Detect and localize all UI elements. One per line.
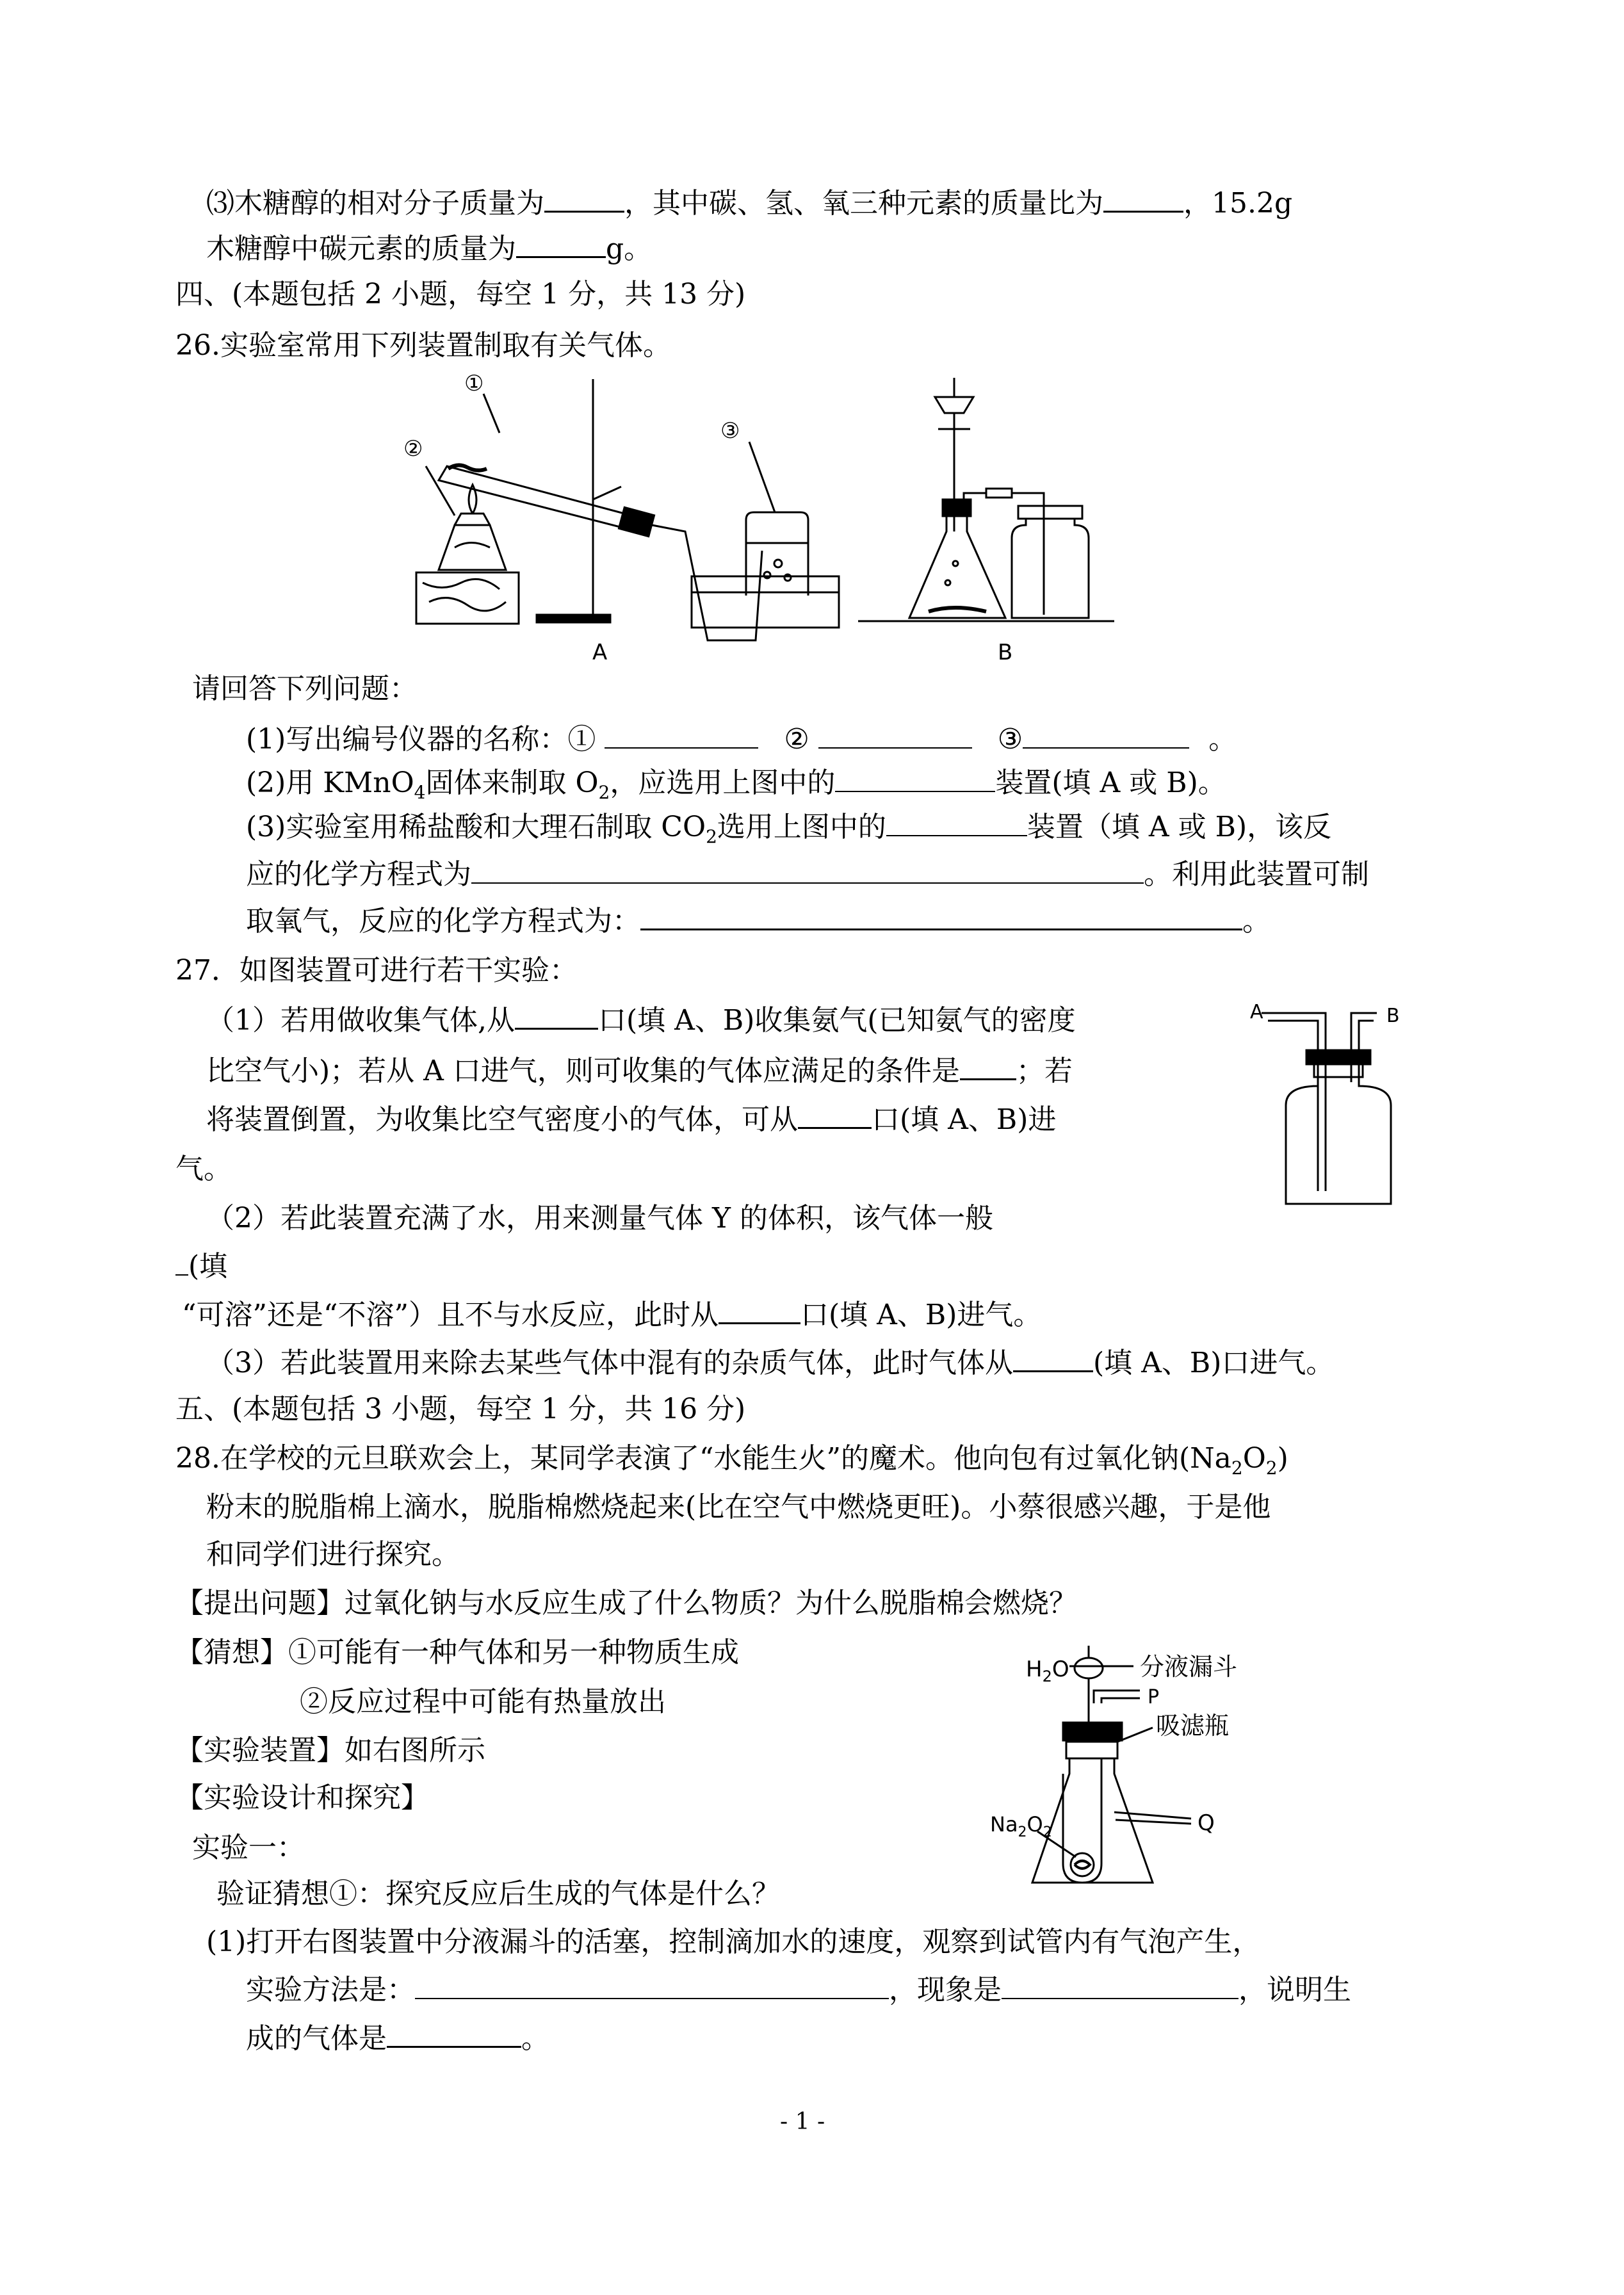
port-label-a: A	[1250, 1001, 1263, 1023]
answer-blank[interactable]	[605, 722, 758, 749]
q25-part3-line1: ⑶木糖醇的相对分子质量为 ，其中碳、氢、氧三种元素的质量比为 ，15.2g	[206, 185, 1292, 222]
answer-blank[interactable]	[387, 2020, 521, 2048]
q28-line3: 和同学们进行探究。	[206, 1538, 460, 1571]
port-label-p: P	[1148, 1686, 1160, 1708]
answer-blank[interactable]	[175, 1249, 188, 1276]
answer-blank[interactable]	[1013, 1345, 1093, 1372]
label-mark-3: ③	[720, 418, 740, 444]
na2o2-label: $Na_2O_2$	[990, 1812, 1052, 1840]
answer-blank[interactable]	[544, 185, 624, 213]
q27-part2-line2: (填	[175, 1249, 227, 1285]
q28-step1-line2: 实验方法是： ，现象是 ，说明生	[246, 1974, 1351, 2006]
q28-verify: 验证猜想①：探究反应后生成的气体是什么？	[216, 1877, 780, 1910]
q28-guess-1: 【猜想】①可能有一种气体和另一种物质生成	[175, 1636, 739, 1669]
label-mark-2: ②	[403, 436, 423, 462]
section-5-heading: 五、(本题包括 3 小题，每空 1 分，共 16 分)	[175, 1393, 746, 1425]
apparatus-figure-b	[858, 365, 1127, 666]
q27-stem: 27．如图装置可进行若干实验：	[175, 954, 578, 987]
q26-stem: 26.实验室常用下列装置制取有关气体。	[175, 329, 671, 362]
answer-blank[interactable]	[1023, 722, 1189, 749]
q26-part2: (2)用 KMnO$_4$固体来制取 $O_2$，应选用上图中的 装置(填 A 或 B)。	[246, 766, 1226, 803]
apparatus-figure-a	[403, 371, 865, 666]
answer-blank[interactable]	[471, 857, 1144, 884]
answer-blank[interactable]	[1002, 1972, 1238, 1999]
gas-bottle-figure	[1249, 999, 1441, 1229]
answer-blank[interactable]	[818, 722, 972, 749]
answer-blank[interactable]	[515, 1002, 598, 1030]
q27-part3: （3）若此装置用来除去某些气体中混有的杂质气体，此时气体从 (填 A、B)口进气。	[206, 1345, 1334, 1381]
figure-label-a: A	[592, 640, 608, 665]
q27-part1-line2: 比空气小)；若从 A 口进气，则可收集的气体应满足的条件是 ；若	[206, 1053, 1073, 1089]
q27-part1-line3: 将装置倒置，为收集比空气密度小的气体，可从 口(填 A、B)进	[206, 1101, 1056, 1138]
label-mark-1: ①	[464, 371, 484, 396]
q26-part3-line1: (3)实验室用稀盐酸和大理石制取 $CO_2$选用上图中的 装置（填 A 或 B)，该反	[246, 811, 1332, 847]
answer-blank[interactable]	[516, 231, 606, 258]
q27-part1-line4: 气。	[175, 1153, 232, 1185]
port-label-b: B	[1386, 1005, 1400, 1027]
q26-part3-line3: 取氧气，反应的化学方程式为： 。	[246, 903, 1271, 939]
funnel-label: 分液漏斗	[1140, 1653, 1238, 1681]
q25-part3-line2: 木糖醇中碳元素的质量为 g。	[206, 231, 652, 267]
answer-blank[interactable]	[886, 809, 1027, 836]
q28-step1-line3: 成的气体是 。	[246, 2020, 549, 2057]
h2o-label: $H_2O$	[1026, 1657, 1069, 1685]
q28-guess-2: ②反应过程中可能有热量放出	[300, 1685, 666, 1718]
answer-blank[interactable]	[719, 1297, 800, 1324]
q28-step1-line1: (1)打开右图装置中分液漏斗的活塞，控制滴加水的速度，观察到试管内有气泡产生，	[206, 1926, 1261, 1958]
answer-blank[interactable]	[640, 903, 1242, 930]
flask-label: 吸滤瓶	[1156, 1712, 1230, 1740]
q27-part2-line3: “可溶”还是“不溶”）且不与水反应，此时从 口(填 A、B)进气。	[182, 1297, 1041, 1333]
q26-part1: (1)写出编号仪器的名称：① ② ③ 。	[246, 723, 1237, 756]
port-label-q: Q	[1198, 1810, 1215, 1836]
q28-design: 【实验设计和探究】	[175, 1781, 429, 1814]
q28-line2: 粉末的脱脂棉上滴水，脱脂棉燃烧起来(比在空气中燃烧更旺)。小蔡很感兴趣，于是他	[206, 1491, 1271, 1523]
q28-line1: 28.在学校的元旦联欢会上，某同学表演了“水能生火”的魔术。他向包有过氧化钠$(Na_2O_2)$	[175, 1442, 1288, 1479]
q28-experiment-1: 实验一：	[192, 1831, 305, 1864]
q28-apparatus: 【实验装置】如右图所示	[175, 1734, 485, 1767]
q28-question: 【提出问题】过氧化钠与水反应生成了什么物质？为什么脱脂棉会燃烧？	[175, 1587, 1077, 1619]
answer-blank[interactable]	[960, 1053, 1016, 1080]
answer-blank[interactable]	[1103, 185, 1183, 213]
answer-blank[interactable]	[415, 1972, 889, 1999]
q27-part1-line1: （1）若用做收集气体,从 口(填 A、B)收集氨气(已知氨气的密度	[206, 1002, 1076, 1039]
page-number: - 1 -	[780, 2109, 825, 2135]
q27-part2-line1: （2）若此装置充满了水，用来测量气体 Y 的体积，该气体一般	[206, 1202, 994, 1235]
q26-prompt: 请回答下列问题：	[192, 672, 418, 705]
answer-blank[interactable]	[798, 1101, 872, 1129]
section-4-heading: 四、(本题包括 2 小题，每空 1 分，共 13 分)	[175, 278, 746, 311]
q26-part3-line2: 应的化学方程式为 。利用此装置可制	[246, 858, 1369, 891]
answer-blank[interactable]	[835, 765, 995, 792]
filter-flask-figure	[980, 1646, 1287, 1915]
figure-label-b: B	[998, 640, 1013, 665]
